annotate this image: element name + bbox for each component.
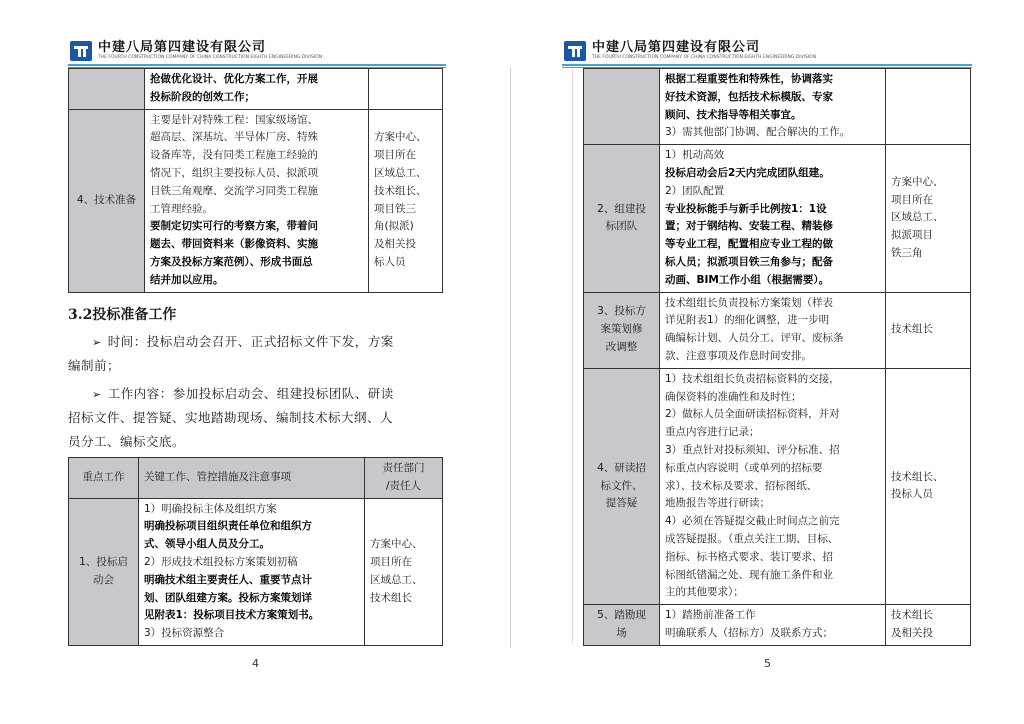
table-cell-dept: 技术组长 及相关投 (886, 605, 971, 646)
table-cell-key: 3、投标方 案策划修 改调整 (584, 292, 660, 368)
table-cell-content: 主要是针对特殊工程：国家级场馆、 超高层、深基坑、半导体厂房、特殊 设备库等，没有同类工程施工经验的 情况下，组织主要投标人员、拟派项 目铁三角观摩、交流学习同类工程施 工管理经验。 要制定切实可行的考察方案，带着问 题去、带回资料来（影像资料、实施 方案及投标方案范例）、形成书面总 结并加以应用。 (145, 109, 369, 292)
paragraph-time: ➢ 时间：投标启动会召开、正式招标文件下发，方案 (92, 334, 394, 349)
table-cell-content: 抢做优化设计、优化方案工作，开展 投标阶段的创效工作； (145, 69, 369, 110)
table-row (69, 498, 443, 645)
table-row (584, 145, 971, 292)
header-rule (68, 64, 446, 66)
company-logo-icon (70, 41, 92, 61)
section-title: 3.2投标准备工作 (68, 307, 177, 323)
table-header-dept: 责任部门 /责任人 (365, 458, 443, 499)
paragraph-time-cont: 编制前； (68, 358, 121, 373)
table-cell-content: 根据工程重要性和特殊性，协调落实 好技术资源，包括技术标模版、专家 顾问、技术指导等相关事宜。 3）需其他部门协调、配合解决的工作。 (660, 69, 886, 145)
page-number: 4 (252, 657, 259, 670)
table-cell-key: 4、研读招 标文件、 提答疑 (584, 368, 660, 604)
paragraph-content-cont: 招标文件、提答疑、实地踏勘现场、编制技术标大纲、人 员分工、编标交底。 (68, 410, 394, 449)
table-row (69, 109, 443, 292)
right-table (583, 68, 971, 646)
table-cell-content: 1）踏勘前准备工作 明确联系人（招标方）及联系方式； (660, 605, 886, 646)
table-cell-dept: 方案中心、 项目所在 区域总工、 技术组长 (365, 498, 443, 645)
arrow-bullet-icon: ➢ (92, 388, 102, 401)
right-header (564, 38, 817, 64)
table-cell-key (584, 69, 660, 145)
table-cell-key (69, 69, 145, 110)
table-header-content: 关键工作、管控措施及注意事项 (139, 458, 365, 499)
table-cell-content: 1）技术组组长负责招标资料的交接， 确保资料的准确性和及时性； 2）做标人员全面研读招标资料，并对 重点内容进行记录； 3）重点针对投标须知、评分标准、招 标重点内容说明（或单列的招标要 求）、技术标及要求、招标图纸、 地勘报告等进行研读； 4）必须在答疑提交截止时间点之前完 成答疑提报。（重点关注工期、目标、 指标、标书格式要求、装订要求、招 标图纸错漏之处、现有施工条件和业 主的其他要求）； (660, 368, 886, 604)
company-name: 中建八局第四建设有限公司 (592, 40, 761, 55)
table-row (584, 368, 971, 604)
company-subtitle: THE FOURTH CONSTRUCTION COMPANY OF CHINA CONSTRUCTION EIGHTH ENGINEERING DIVISION (98, 55, 323, 60)
table-row (584, 69, 971, 145)
table-header-key: 重点工作 (69, 458, 139, 499)
table-cell-key: 5、踏勘现 场 (584, 605, 660, 646)
table-cell-dept: 技术组长、 投标人员 (886, 368, 971, 604)
table-header-row (69, 458, 443, 499)
header-rule (562, 64, 972, 66)
page-divider (510, 68, 511, 648)
table-cell-dept: 技术组长 (886, 292, 971, 368)
table-cell-content: 1）机动高效 投标启动会后2天内完成团队组建。 2）团队配置 专业投标能手与新手比例按1：1设 置；对于钢结构、安装工程、精装修 等专业工程，配置相应专业工程的做 标人员；拟派项目铁三角参与；配备 动画、BIM工作小组（根据需要）。 (660, 145, 886, 292)
table-cell-dept: 方案中心、 项目所在 区域总工、 技术组长、 项目铁三 角(拟派) 及相关投 标人员 (369, 109, 443, 292)
arrow-bullet-icon: ➢ (92, 336, 102, 349)
table-row (69, 69, 443, 110)
table-cell-key: 4、技术准备 (69, 109, 145, 292)
page-number: 5 (764, 657, 771, 670)
paragraph-content: ➢ 工作内容：参加投标启动会、组建投标团队、研读 (92, 386, 394, 401)
company-subtitle: THE FOURTH CONSTRUCTION COMPANY OF CHINA CONSTRUCTION EIGHTH ENGINEERING DIVISION (592, 55, 817, 60)
table-row (584, 605, 971, 646)
page-divider (572, 68, 573, 643)
company-logo-icon (564, 41, 586, 61)
table-cell-dept (369, 69, 443, 110)
table-row (584, 292, 971, 368)
right-page (512, 0, 1024, 724)
left-table-1 (68, 68, 443, 293)
table-cell-dept: 方案中心、 项目所在 区域总工、 拟派项目 铁三角 (886, 145, 971, 292)
table-cell-dept (886, 69, 971, 145)
left-table-2 (68, 457, 443, 646)
table-cell-key: 1、投标启 动会 (69, 498, 139, 645)
table-cell-key: 2、组建投 标团队 (584, 145, 660, 292)
table-cell-content: 技术组组长负责投标方案策划（样表 详见附表1）的细化调整，进一步明 确编标计划、人员分工、评审、废标条 款、注意事项及作息时间安排。 (660, 292, 886, 368)
company-name: 中建八局第四建设有限公司 (98, 40, 267, 55)
left-header (70, 38, 323, 64)
table-cell-content: 1）明确投标主体及组织方案 明确投标项目组织责任单位和组织方 式、领导小组人员及分工。 2）形成技术组投标方案策划初稿 明确技术组主要责任人、重要节点计 划、团队组建方案。投标方案策划详 见附表1：投标项目技术方案策划书。 3）投标资源整合 (139, 498, 365, 645)
